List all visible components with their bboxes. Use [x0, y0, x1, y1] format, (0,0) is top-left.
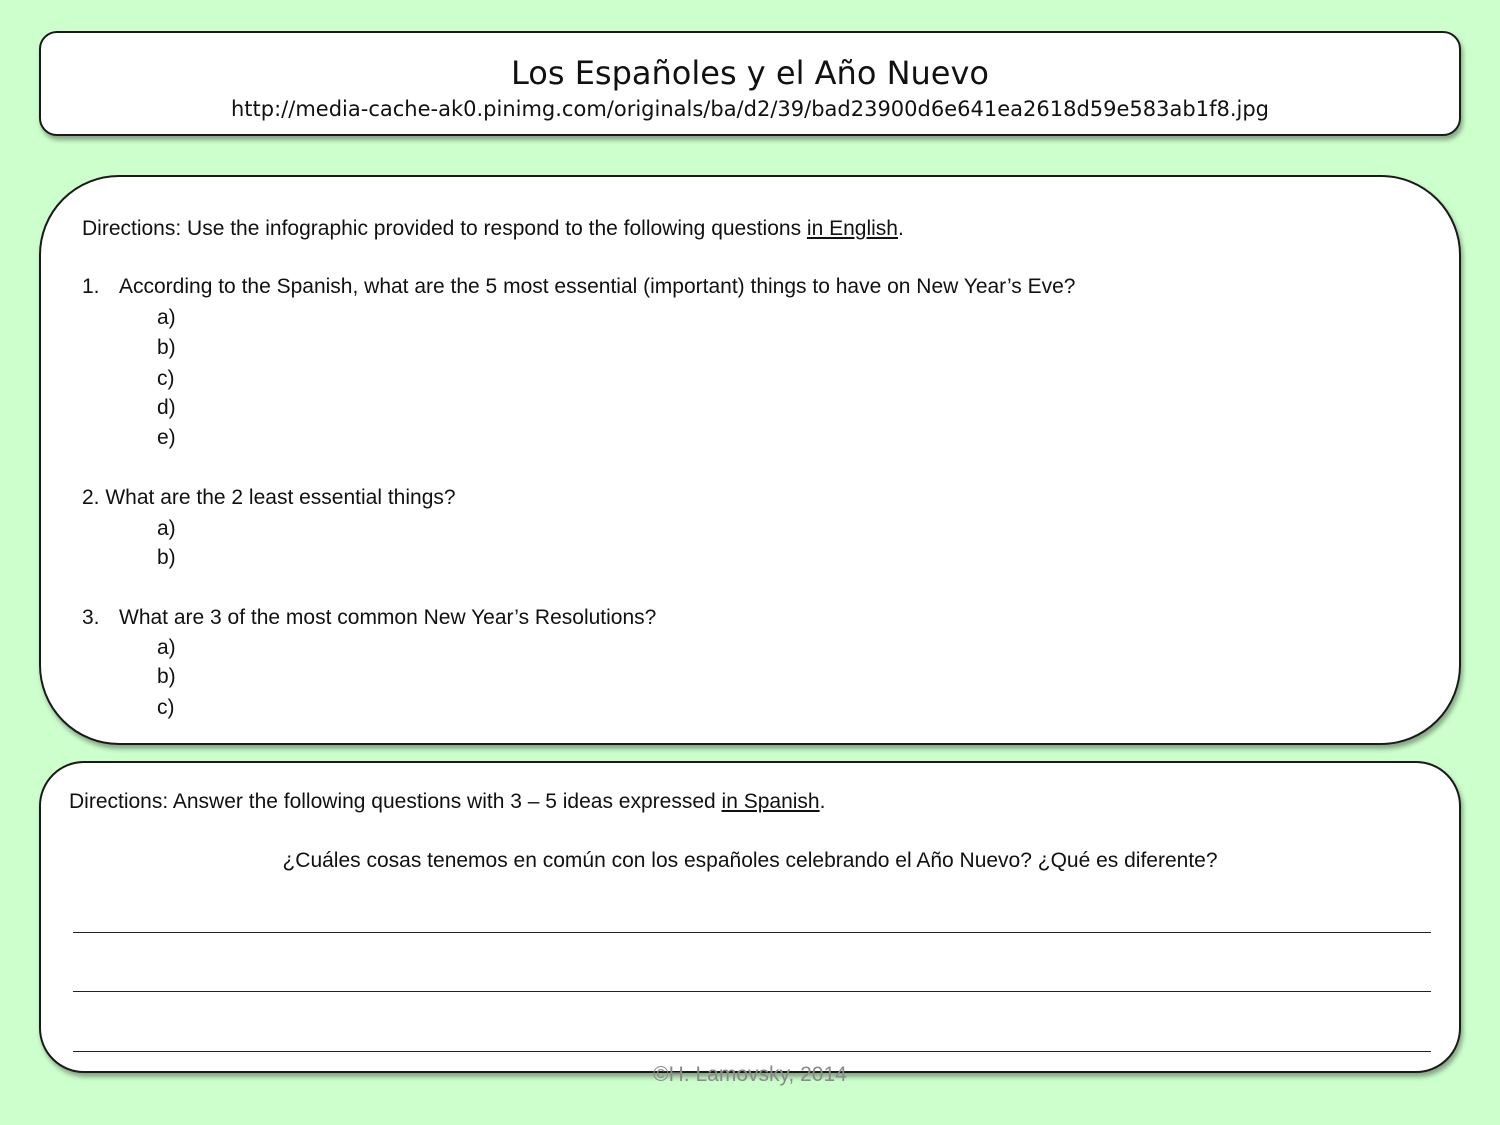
q1-option-d: d) — [157, 396, 176, 419]
directions-english-text: Directions: Use the infographic provided to respond to the following questions — [82, 217, 807, 240]
spanish-question: ¿Cuáles cosas tenemos en común con los españoles celebrando el Año Nuevo? ¿Qué es diferente? — [282, 849, 1218, 872]
q2-option-b: b) — [157, 546, 176, 569]
q3-option-a: a) — [157, 636, 176, 659]
answer-line-3[interactable] — [73, 1051, 1431, 1052]
answer-line-1[interactable] — [73, 932, 1431, 933]
answer-line-2[interactable] — [73, 991, 1431, 992]
question-3-text: What are 3 of the most common New Year’s Resolutions? — [119, 606, 657, 629]
directions-english — [82, 216, 904, 242]
q1-option-a: a) — [157, 306, 176, 329]
title-box — [39, 31, 1461, 136]
directions-english-underlined: in English — [806, 217, 898, 240]
directions-english-period: . — [897, 217, 904, 240]
directions-spanish-period: . — [819, 790, 826, 813]
source-url: http://media-cache-ak0.pinimg.com/originals/ba/d2/39/bad23900d6e641ea2618d59e583ab1f8.jpg — [231, 97, 1269, 121]
question-2-text: 2. What are the 2 least essential things? — [82, 486, 456, 509]
questions-box — [39, 175, 1461, 745]
q1-option-c: c) — [157, 367, 175, 390]
q2-option-a: a) — [157, 517, 176, 540]
q1-option-e: e) — [157, 426, 176, 449]
directions-spanish-underlined: in Spanish — [721, 790, 820, 813]
question-1-text: According to the Spanish, what are the 5 most essential (important) things to have on New Year’s Eve? — [119, 275, 1076, 298]
q1-option-b: b) — [157, 336, 176, 359]
question-3-number: 3. — [82, 606, 100, 629]
q3-option-b: b) — [157, 665, 176, 688]
spanish-answer-box — [39, 761, 1461, 1073]
q3-option-c: c) — [157, 696, 175, 719]
directions-spanish-text: Directions: Answer the following questions with 3 – 5 ideas expressed — [69, 790, 722, 813]
directions-spanish — [69, 789, 825, 815]
worksheet-title: Los Españoles y el Año Nuevo — [511, 54, 989, 92]
copyright-notice: ©H. Lamovsky, 2014 — [653, 1063, 847, 1086]
question-1-number: 1. — [82, 275, 100, 298]
